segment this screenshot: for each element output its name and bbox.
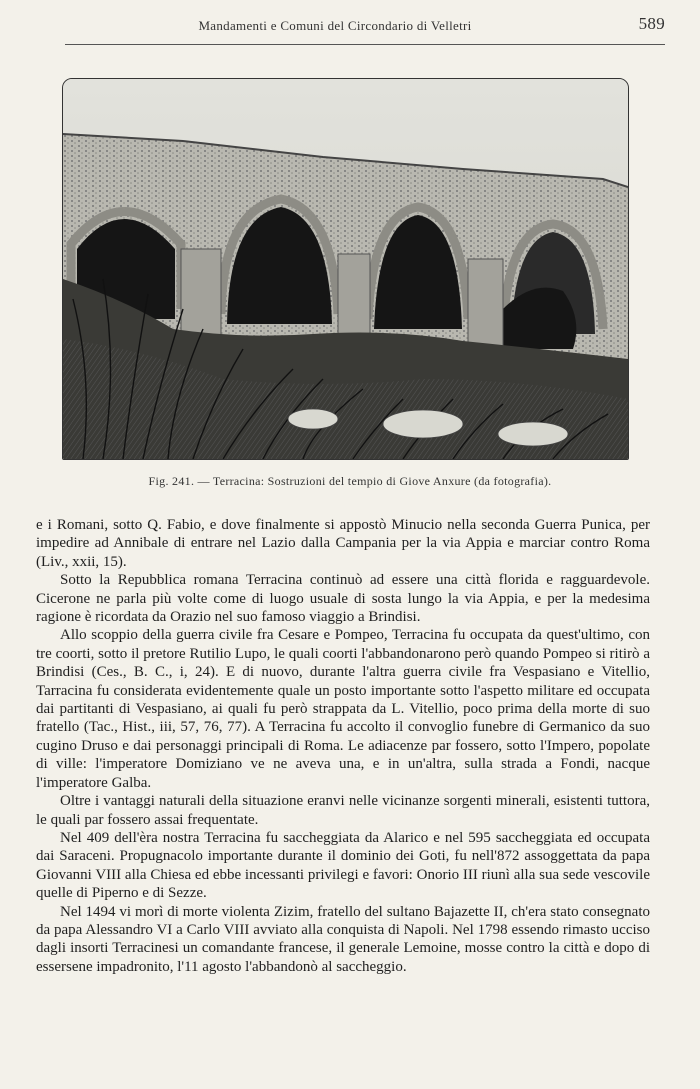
paragraph: Nel 1494 vi morì di morte violenta Zizim, fratello del sultano Bajazette II, ch'era stato consegnato da papa Alessandro VI a Carlo VIII avviato alla conquista di Napoli. Nel 1798 essendo rimasto ucciso dagli insorti Terracinesi un comandante francese, il generale Lemoine, mosse contro la città e dopo di essersene impadronito, l'11 agosto l'abbandonò al saccheggio. [36, 903, 650, 975]
page-number: 589 [638, 14, 665, 33]
paragraph: Nel 409 dell'èra nostra Terracina fu saccheggiata da Alarico e nel 595 saccheggiata ed occupata dai Saraceni. Propugnacolo importante durante il dominio dei Goti, fu nell'872 assoggettata da papa Giovanni VIII alla Chiesa ed ebbe incessanti privilegi e favori: Onorio III riunì alla sua sede vescovile quelle di Piperno e di Sezze. [36, 829, 650, 902]
arches-engraving [63, 79, 628, 459]
paragraph: Oltre i vantaggi naturali della situazione eranvi nelle vicinanze sorgenti minerali, esistenti tuttora, le quali par fossero assai frequentate. [36, 793, 650, 828]
paragraph: e i Romani, sotto Q. Fabio, e dove finalmente si appostò Minucio nella seconda Guerra Punica, per impedire ad Annibale di entrare nel Lazio dalla Campania per la via Appia e marciar contro Roma (Liv., xxii, 15). [36, 517, 650, 570]
body-text [36, 516, 650, 976]
paragraph: Allo scoppio della guerra civile fra Cesare e Pompeo, Terracina fu occupata da quest'ultimo, con tre coorti, sotto il pretore Rutilio Lupo, le quali coorti l'abbandonarono però quando Pompeo si ritirò a Brindisi (Ces., B. C., i, 24). E di nuovo, durante l'altra guerra civile fra Vespasiano e Vitellio, Tarracina fu considerata evidentemente quale un posto importante sotto l'aspetto militare ed occupata dai partitanti di Vespasiano, ai quali fu però strappata da L. Vitellio, poco prima della morte di suo fratello (Tac., Hist., iii, 57, 76, 77). A Terracina fu accolto il convoglio funebre di Germanico da suo cugino Druso e dai personaggi principali di Roma. Le adiacenze par fossero, sotto l'Impero, popolate di ville: l'imperatore Domiziano ve ne aveva una, e in un'altra, sulla strada a Fondi, nacque l'imperatore Galba. [36, 627, 650, 791]
figure-illustration [62, 78, 629, 460]
running-title: Mandamenti e Comuni del Circondario di Velletri [198, 18, 472, 33]
paragraph: Sotto la Repubblica romana Terracina continuò ad essere una città florida e ragguardevole. Cicerone ne parla più volte come di luogo usuale di sosta lungo la via Appia, e per la medesima ragione è ricordata da Orazio nel suo famoso viaggio a Brindisi. [36, 572, 650, 626]
figure-caption: Fig. 241. — Terracina: Sostruzioni del tempio di Giove Anxure (da fotografia). [148, 474, 552, 488]
header-rule [65, 44, 665, 45]
